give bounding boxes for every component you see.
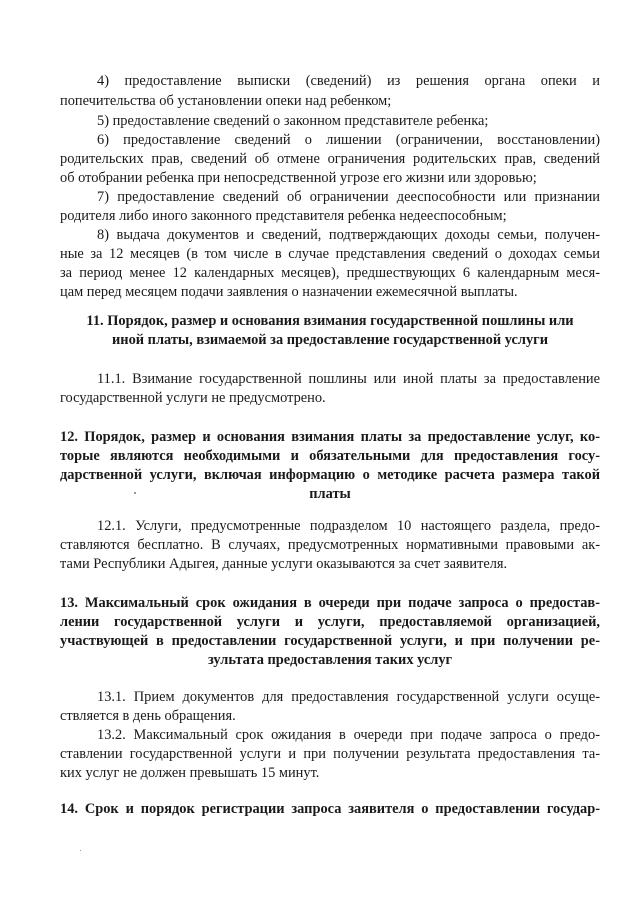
item-4-line-2: попечительства об установлении опеки над ребенком; xyxy=(60,93,392,109)
section-12-heading-line-4: платы xyxy=(309,486,351,502)
section-11-para-line-2: государственной услуги не предусмотрено. xyxy=(60,390,326,406)
item-6-line-1: 6) предоставление сведений о лишении (ограничении, восстановлении) xyxy=(97,132,600,148)
item-5-line-1: 5) предоставление сведений о законном представителе ребенка; xyxy=(97,113,489,129)
section-13-para1-line-2: ствляется в день обращения. xyxy=(60,708,236,724)
section-11-heading-line-1: 11. Порядок, размер и основания взимания государственной пошлины или xyxy=(86,313,574,329)
item-7-line-2: родителя либо иного законного представителя ребенка недееспособным; xyxy=(60,208,507,224)
scan-speck xyxy=(134,492,136,494)
section-12-heading-line-2: торые являются необходимыми и обязательными для предоставления госу- xyxy=(60,448,600,464)
section-11-para-line-1: 11.1. Взимание государственной пошлины или иной платы за предоставление xyxy=(97,371,600,387)
item-8-line-4: цам перед месяцем подачи заявления о назначении ежемесячной выплаты. xyxy=(60,284,518,300)
item-4-line-1: 4) предоставление выписки (сведений) из решения органа опеки и xyxy=(97,73,600,89)
section-12-para-line-2: ставляются бесплатно. В случаях, предусмотренных нормативными правовыми ак- xyxy=(60,537,600,553)
section-13-heading-line-2: лении государственной услуги и услуги, предоставляемой организацией, xyxy=(60,614,600,630)
section-13-para2-line-3: ких услуг не должен превышать 15 минут. xyxy=(60,765,320,781)
section-12-heading-line-3: дарственной услуги, включая информацию о методике расчета размера такой xyxy=(60,467,600,483)
item-6-line-2: родительских прав, сведений об отмене ограничения родительских прав, сведений xyxy=(60,151,600,167)
section-12-para-line-3: тами Республики Адыгея, данные услуги оказываются за счет заявителя. xyxy=(60,556,508,572)
section-11-heading-line-2: иной платы, взимаемой за предоставление государственной услуги xyxy=(111,332,549,348)
section-13-heading-line-4: зультата предоставления таких услуг xyxy=(207,652,453,668)
item-7-line-1: 7) предоставление сведений об ограничении дееспособности или признании xyxy=(97,189,600,205)
section-13-heading-line-3: участвующей в предоставлении государственной услуги, и при получении ре- xyxy=(60,633,600,649)
section-13-heading-line-1: 13. Максимальный срок ожидания в очереди при подаче запроса о предостав- xyxy=(60,595,600,611)
section-14-heading-line-1: 14. Срок и порядок регистрации запроса заявителя о предоставлении государ- xyxy=(60,801,600,817)
section-12-heading-line-1: 12. Порядок, размер и основания взимания платы за предоставление услуг, ко- xyxy=(60,429,600,445)
scan-speck xyxy=(80,850,81,851)
item-8-line-3: за период менее 12 календарных месяцев), предшествующих 6 календарным меся- xyxy=(60,265,600,281)
item-8-line-1: 8) выдача документов и сведений, подтверждающих доходы семьи, получен- xyxy=(97,227,600,243)
section-13-para1-line-1: 13.1. Прием документов для предоставления государственной услуги осуще- xyxy=(97,689,600,705)
item-6-line-3: об отобрании ребенка при непосредственной угрозе его жизни или здоровью; xyxy=(60,170,537,186)
section-12-para-line-1: 12.1. Услуги, предусмотренные подразделом 10 настоящего раздела, предо- xyxy=(97,518,600,534)
section-13-para2-line-1: 13.2. Максимальный срок ожидания в очереди при подаче запроса о предо- xyxy=(97,727,600,743)
item-8-line-2: ные за 12 месяцев (в том числе в случае представления сведений о доходах семьи xyxy=(60,246,600,262)
section-13-para2-line-2: ставлении государственной услуги и при получении результата предоставления та- xyxy=(60,746,600,762)
